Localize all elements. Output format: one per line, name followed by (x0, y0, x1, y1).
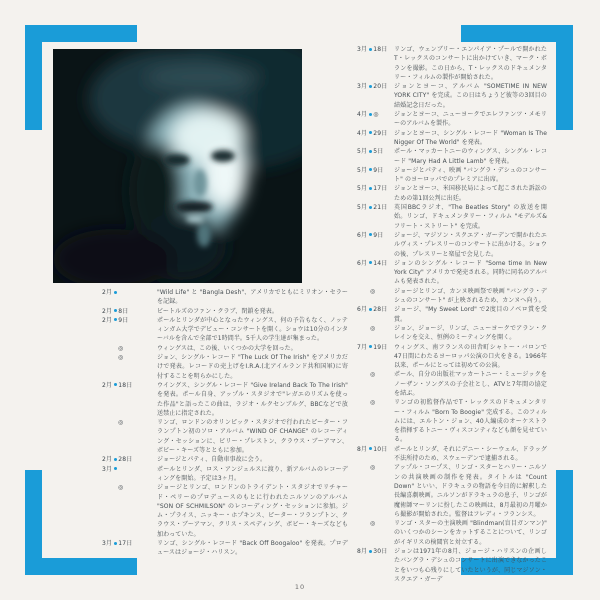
entry-month: 2月 (102, 307, 113, 315)
entry-day: 20日 (373, 83, 388, 91)
entry-text: リンゴ、シングル・レコード "Back Off Boogaloo" を発表。プロデュースはジョージ・ハリスン。 (157, 540, 348, 557)
entry-month: 7月 (357, 343, 368, 351)
timeline-entry (102, 465, 348, 484)
entry-day: 10日 (373, 445, 388, 453)
timeline-entry (357, 445, 547, 464)
entry-day: 28日 (118, 456, 133, 464)
timeline-entry (102, 483, 348, 539)
entry-text: ジョージとパティ、映画 "バングラ・デシュのコンサート" のヨーロッパでのプレミアに出席。 (394, 166, 547, 184)
timeline-entry (357, 463, 547, 519)
entry-day: 18日 (118, 381, 133, 389)
entry-text: ポールとリンダ、ロス・アンジェルスに渡り、新アルバムのレコーディングを開始。予定は3ヶ月。 (157, 465, 348, 482)
date-bullet-icon (114, 291, 117, 294)
entry-date (357, 343, 394, 352)
date-bullet-icon (369, 345, 372, 348)
same-period-mark: ◎ (370, 520, 376, 528)
entry-month: 4月 (357, 111, 368, 119)
entry-day: 19日 (373, 343, 388, 351)
entry-text: ジョージとパティ、自動車事故に会う。 (157, 456, 267, 464)
entry-text: リンゴ、ウェンブリー・エンパイア・プールで開かれたT・レックスのコンサートに出かけていき、マーク・ボランを撮影。この日から、T・レックスのドキュメンタリー・フィルムの製作が開始された。 (394, 46, 547, 81)
same-period-mark: ◎ (118, 419, 124, 427)
entry-date (357, 231, 394, 240)
timeline-entry (357, 231, 547, 259)
entry-date (357, 463, 394, 472)
date-bullet-icon (114, 383, 117, 386)
entry-month: 3月 (102, 540, 113, 548)
chronology-right-column (357, 45, 547, 584)
entry-text: ポールとリンダ、それにデニー・シーウェル、ドラッグ不法所持のため、スウェーデンで逮捕される。 (394, 445, 547, 463)
timeline-entry (102, 307, 348, 316)
entry-day: 9日 (118, 316, 129, 324)
entry-text: ジョンとヨーコ、シングル・レコード "Woman Is The Nigger Of The World" を発表。 (394, 129, 547, 146)
entry-day: 17日 (373, 185, 388, 193)
entry-date (357, 45, 394, 54)
date-bullet-icon (369, 187, 372, 190)
entry-month: 8月 (357, 445, 368, 453)
timeline-entry (357, 166, 547, 185)
entry-text: "Wild Life" と "Bangla Desh"、アメリカでともにミリオン・セラーを記録。 (157, 289, 348, 306)
page-number: 10 (294, 583, 306, 591)
timeline-entry (102, 381, 348, 418)
entry-date (102, 353, 157, 362)
entry-day: 8日 (118, 307, 129, 315)
timeline-entry (102, 455, 348, 464)
entry-date (102, 307, 157, 316)
entry-date (357, 398, 394, 407)
timeline-entry (102, 353, 348, 381)
entry-date (102, 539, 157, 548)
same-period-mark: ◎ (118, 354, 124, 362)
timeline-entry (357, 343, 547, 371)
entry-month: 6月 (357, 231, 368, 239)
entry-month: 6月 (357, 306, 368, 314)
entry-month: 4月 (357, 129, 368, 137)
entry-text: ジョンとヨーコ、米国移民局によって起こされた訴訟のための第1回公判に出廷。 (394, 185, 547, 202)
entry-day: 28日 (373, 306, 388, 314)
corner-mark-top-right-vertical (556, 25, 573, 130)
entry-month: 5月 (357, 166, 368, 174)
same-period-mark: ◎ (370, 287, 376, 295)
same-period-mark: ◎ (370, 371, 376, 379)
entry-day: 18日 (373, 46, 388, 53)
entry-month: 2月 (102, 289, 113, 296)
entry-date (102, 344, 157, 353)
date-bullet-icon (369, 261, 372, 264)
date-bullet-icon (369, 308, 372, 311)
entry-text: リンゴの初監督作品でT・レックスのドキュメンタリー・フィルム "Born To Boogie" 完成する。このフィルムには、エルトン・ジョン、40人編成のオーケストラを指揮するトニー・ヴィスコンティなども顔を見せている。 (394, 399, 547, 444)
entry-date (357, 147, 394, 156)
date-bullet-icon (114, 542, 117, 545)
entry-date (357, 82, 394, 91)
date-bullet-icon (369, 206, 372, 209)
entry-day: 17日 (118, 540, 133, 548)
entry-text: ポールとリンダが中心となったウィングス、何の予告もなく、ノッティンガム大学でデビュー・コンサートを開く。ショウは10分のインターバルを含んで全部で1時間半。5千人の学生達が集まった。 (157, 316, 348, 343)
entry-day: 29日 (373, 129, 388, 137)
date-bullet-icon (369, 447, 372, 450)
entry-text: リンゴ・スターの主演映画 "Blindman(盲目ガンマン)" のいくつかのシーンをカットすることについて、リンゴがイギリスの検閲官と対立する。 (394, 520, 547, 546)
entry-text: アップル・コープス、リンゴ・スターとハリー・ニルソンの共演映画の制作を発表。タイトルは "Count Down" といい、ドラキュラの物語を今日的に解釈した長編喜劇映画。ニルソンがドラキュラの息子、リンゴが魔術師マーリンに扮したこの映画は、8月最初の月曜から撮影が開始された。監督はフレディ・フランシス。 (394, 464, 547, 518)
entry-date (357, 519, 394, 528)
same-period-mark: ◎ (373, 111, 379, 119)
entry-text: ジョン、ジョージ、リンゴ、ニューヨークでアラン・クレインを交え、恒例のミーティングを開く。 (394, 324, 547, 342)
entry-month: 3月 (357, 46, 368, 53)
entry-text: ジョン、シングル・レコード "The Luck Of The Irish" をアメリカだけで発表。レコードの売上げをI.R.A.(北アイルランド共和国軍)に寄付することを明らかにした。 (157, 354, 348, 380)
entry-month: 5月 (357, 148, 368, 156)
entry-month: 3月 (357, 83, 368, 91)
entry-day: 9日 (373, 166, 384, 174)
same-period-mark: ◎ (118, 344, 124, 352)
entry-text: ウィングス、南フランスの田舎町シャトー・バロンで47日間にわたるヨーロッパ公演の口火をきる。1966年以来、ポールにとっては初めての公演。 (394, 343, 547, 370)
same-period-mark: ◎ (370, 399, 376, 407)
entry-month: 8月 (357, 548, 368, 556)
entry-day: 30日 (373, 548, 388, 556)
date-bullet-icon (369, 550, 372, 553)
entry-day: 21日 (373, 204, 388, 212)
entry-month: 2月 (102, 456, 113, 464)
entry-text: ジョンとヨーコ、アルバム "SOMETIME IN NEW YORK CITY" を完成。この日はちょうど彼等の3回目の結婚記念日だった。 (394, 83, 547, 109)
entry-text: ジョンとヨーコ、ニューヨークでエレファンツ・メモリーのアルバムを製作。 (394, 111, 547, 128)
entry-month: 3月 (102, 465, 113, 473)
entry-text: ジョンは1971年の8月、ジョージ・ハリスンの企画したバングラ・デシュのコンサートに出演できなかったことをいつも心残りにしていたというが、同じマジソン・スクエア・ガーデ (394, 548, 547, 583)
entry-text: リンゴ、ロンドンのオリンピック・スタジオで行われたピーター・フランプトン初のソロ・アルバム "WIND OF CHANGE" のレコーディング・セッションに、ビリー・プレストン、クラウス・ブーアマン、ボビー・キーズ等とともに参加。 (157, 419, 348, 455)
timeline-entry (357, 519, 547, 547)
entry-text: ジョージとリンゴ、カンヌ映画祭で映画 "バングラ・デシュのコンサート" が上映されるため、カンヌへ向う。 (394, 287, 547, 305)
date-bullet-icon (369, 233, 372, 236)
entry-date (357, 166, 394, 175)
same-period-mark: ◎ (370, 324, 376, 332)
entry-date (102, 418, 157, 427)
entry-text: ジョージとリンゴ、ロンドンのトライデント・スタジオでリチャード・ペリーのプロデュースのもとに行われたニルソンのアルバム "SON OF SCHMILSON" のレコーディング・セッションに参加。ジム・プライス、ニッキー・ホプキンス、ピーター・フランプトン、クラウス・ブーアマン、クリス・スペディング、ボビー・キーズなども加わっていた。 (157, 484, 348, 538)
corner-mark-bottom-left-horizontal (25, 558, 137, 575)
timeline-entry (102, 344, 348, 353)
entry-text: ウイングス、シングル・レコード "Give Ireland Back To The Irish" を発表。ポール自身、アップル・スタジオで"レガエのリズムを使った作品"と語ったこの曲は、ラジオ・ルクセンブルグ、BBCなどで放送禁止に指定された。 (157, 381, 348, 417)
entry-date (357, 305, 394, 314)
entry-text: ジョージ、マジソン・スクエア・ガーデンで開かれたエルヴィス・プレスリーのコンサートに出かける。ショウの後、プレスリーと楽屋で会見した。 (394, 231, 547, 258)
entry-month: 2月 (102, 381, 113, 389)
entry-month: 5月 (357, 185, 368, 193)
entry-date (357, 110, 394, 119)
timeline-entry (357, 305, 547, 324)
entry-text: ウィングスは、この後、いくつかの大学を回った。 (157, 344, 297, 352)
date-bullet-icon (369, 85, 372, 88)
chronology-left-column (102, 288, 348, 558)
entry-month: 6月 (357, 259, 368, 267)
timeline-entry (357, 287, 547, 306)
timeline-entry (102, 316, 348, 344)
entry-date (357, 203, 394, 212)
timeline-entry (357, 203, 547, 231)
entry-text: 英国BBCラジオ、"The Beatles Story" の放送を開始。リンゴ、ドキュメンタリー・フィルム "モデルズ&フリート・ストリート" を完成。 (394, 204, 547, 230)
timeline-entry (102, 539, 348, 558)
date-bullet-icon (114, 309, 117, 312)
same-period-mark: ◎ (370, 464, 376, 472)
entry-text: ポール・マッカートニーのウィングス、シングル・レコード "Mary Had A Little Lamb" を発表。 (394, 148, 547, 165)
entry-date (102, 316, 157, 325)
timeline-entry (357, 398, 547, 444)
same-period-mark: ◎ (118, 484, 124, 492)
timeline-entry (102, 288, 348, 307)
date-bullet-icon (114, 467, 117, 470)
date-bullet-icon (369, 48, 372, 51)
entry-text: ジョージ、"My Sweet Lord" で2度目のノベロ賞を受賞。 (394, 306, 547, 323)
entry-date (102, 483, 157, 492)
timeline-entry (357, 184, 547, 203)
entry-date (357, 287, 394, 296)
timeline-entry (357, 259, 547, 287)
entry-date (357, 324, 394, 333)
timeline-entry (357, 129, 547, 148)
date-bullet-icon (114, 318, 117, 321)
date-bullet-icon (369, 131, 372, 134)
date-bullet-icon (369, 168, 372, 171)
entry-text: ビートルズのファン・クラブ、閉鎖を発表。 (157, 307, 278, 315)
corner-mark-top-left-vertical (25, 25, 42, 130)
timeline-entry (357, 147, 547, 166)
entry-date (357, 259, 394, 268)
entry-month: 2月 (102, 316, 113, 324)
entry-date (102, 288, 157, 297)
date-bullet-icon (114, 458, 117, 461)
entry-date (357, 129, 394, 138)
entry-date (102, 455, 157, 464)
entry-date (357, 445, 394, 454)
entry-date (102, 381, 157, 390)
timeline-entry (357, 324, 547, 343)
timeline-entry (357, 547, 547, 584)
entry-day: 14日 (373, 259, 388, 267)
entry-text: ポール、自分の出版社マッカートニー・ミュージックをノーザン・ソングスの子会社とし、ATVと7年間の協定を結ぶ。 (394, 371, 547, 397)
ringo-portrait-image (53, 49, 302, 283)
entry-date (357, 547, 394, 556)
timeline-entry (357, 370, 547, 398)
timeline-entry (357, 82, 547, 110)
timeline-entry (357, 45, 547, 82)
entry-day: 9日 (373, 231, 384, 239)
entry-date (357, 370, 394, 379)
entry-date (102, 465, 157, 474)
date-bullet-icon (369, 150, 372, 153)
portrait-photo (53, 49, 302, 283)
entry-day: 5日 (373, 148, 384, 156)
date-bullet-icon (369, 113, 372, 116)
entry-month: 5月 (357, 204, 368, 212)
timeline-entry (357, 110, 547, 129)
entry-date (357, 184, 394, 193)
entry-text: ジョンのシングル・レコード "Some time In New York City" アメリカで発売される。同時に同名のアルバムも発表された。 (394, 259, 547, 286)
timeline-entry (102, 418, 348, 455)
